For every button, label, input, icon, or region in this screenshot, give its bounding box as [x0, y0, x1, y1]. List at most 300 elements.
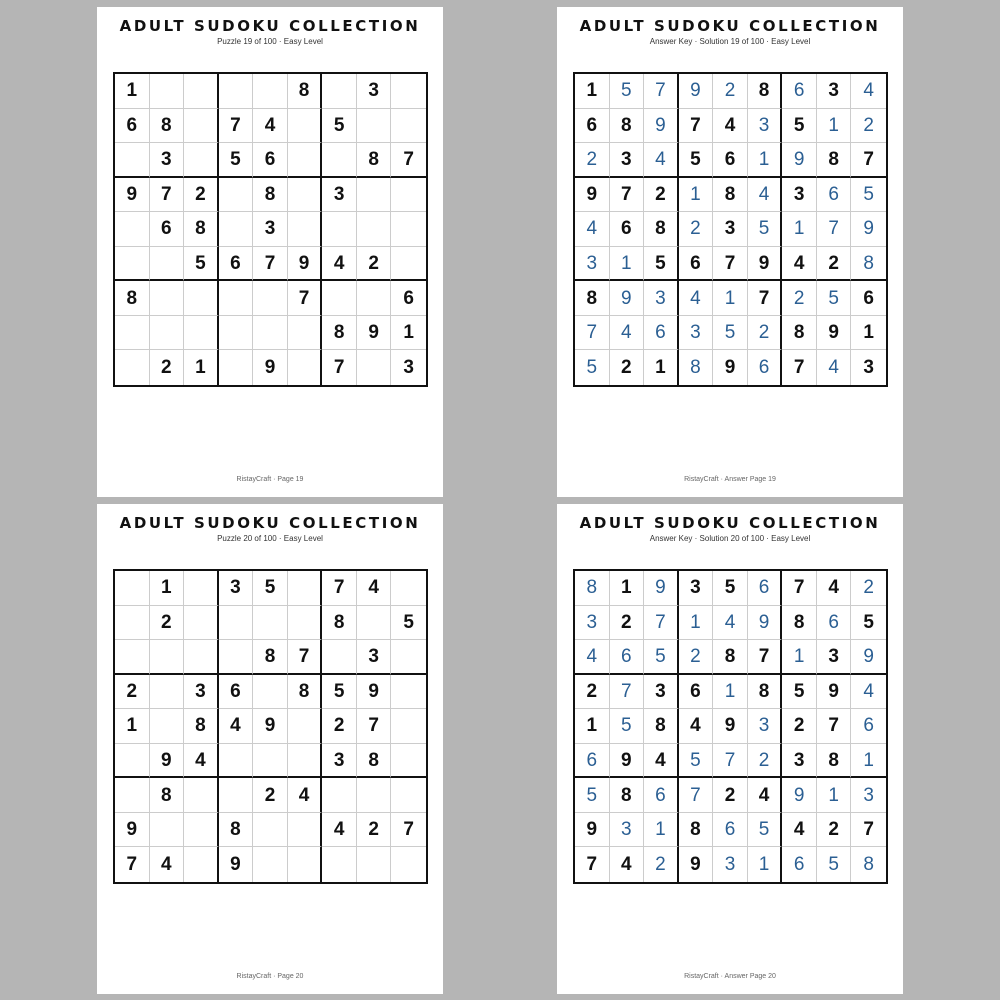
solution-digit-cell: 6 — [713, 813, 748, 848]
solution-digit-cell: 4 — [575, 640, 610, 675]
empty-cell — [391, 778, 426, 813]
empty-cell — [391, 744, 426, 779]
given-digit-cell: 6 — [713, 143, 748, 178]
page-title: ADULT SUDOKU COLLECTION — [579, 17, 881, 35]
empty-cell — [115, 316, 150, 351]
given-digit-cell: 2 — [817, 247, 852, 282]
empty-cell — [150, 281, 185, 316]
solution-digit-cell: 4 — [610, 316, 645, 351]
given-digit-cell: 6 — [575, 109, 610, 144]
empty-cell — [150, 640, 185, 675]
given-digit-cell: 8 — [713, 640, 748, 675]
given-digit-cell: 7 — [288, 281, 323, 316]
given-digit-cell: 5 — [184, 247, 219, 282]
given-digit-cell: 9 — [748, 247, 783, 282]
given-digit-cell: 3 — [817, 640, 852, 675]
solution-digit-cell: 8 — [575, 571, 610, 606]
solution-digit-cell: 2 — [679, 640, 714, 675]
solution-digit-cell: 9 — [679, 74, 714, 109]
given-digit-cell: 1 — [150, 571, 185, 606]
solution-digit-cell: 7 — [817, 212, 852, 247]
solution-digit-cell: 4 — [817, 350, 852, 385]
given-digit-cell: 9 — [150, 744, 185, 779]
solution-digit-cell: 4 — [679, 281, 714, 316]
solution-digit-cell: 6 — [644, 316, 679, 351]
given-digit-cell: 3 — [357, 74, 392, 109]
given-digit-cell: 3 — [184, 675, 219, 710]
solution-digit-cell: 5 — [575, 350, 610, 385]
empty-cell — [253, 744, 288, 779]
empty-cell — [184, 316, 219, 351]
empty-cell — [219, 316, 254, 351]
solution-digit-cell: 1 — [851, 744, 886, 779]
empty-cell — [391, 74, 426, 109]
empty-cell — [219, 212, 254, 247]
puzzle-page-20 — [97, 504, 443, 994]
given-digit-cell: 8 — [288, 74, 323, 109]
empty-cell — [391, 709, 426, 744]
empty-cell — [115, 744, 150, 779]
given-digit-cell: 1 — [851, 316, 886, 351]
given-digit-cell: 9 — [115, 178, 150, 213]
given-digit-cell: 5 — [253, 571, 288, 606]
solution-digit-cell: 3 — [644, 281, 679, 316]
given-digit-cell: 2 — [150, 606, 185, 641]
solution-digit-cell: 5 — [644, 640, 679, 675]
solution-digit-cell: 6 — [851, 709, 886, 744]
empty-cell — [288, 571, 323, 606]
given-digit-cell: 8 — [575, 281, 610, 316]
given-digit-cell: 8 — [288, 675, 323, 710]
empty-cell — [253, 675, 288, 710]
empty-cell — [391, 675, 426, 710]
solution-digit-cell: 2 — [851, 109, 886, 144]
empty-cell — [150, 709, 185, 744]
solution-digit-cell: 5 — [851, 178, 886, 213]
solution-digit-cell: 6 — [644, 778, 679, 813]
empty-cell — [115, 778, 150, 813]
given-digit-cell: 8 — [748, 675, 783, 710]
empty-cell — [391, 640, 426, 675]
empty-cell — [219, 74, 254, 109]
given-digit-cell: 9 — [219, 847, 254, 882]
empty-cell — [253, 813, 288, 848]
given-digit-cell: 5 — [713, 571, 748, 606]
given-digit-cell: 9 — [575, 813, 610, 848]
given-digit-cell: 3 — [357, 640, 392, 675]
solution-digit-cell: 9 — [610, 281, 645, 316]
empty-cell — [150, 675, 185, 710]
given-digit-cell: 7 — [851, 143, 886, 178]
given-digit-cell: 1 — [184, 350, 219, 385]
given-digit-cell: 8 — [253, 178, 288, 213]
solution-digit-cell: 2 — [713, 74, 748, 109]
given-digit-cell: 9 — [357, 675, 392, 710]
solution-digit-cell: 3 — [851, 778, 886, 813]
empty-cell — [288, 847, 323, 882]
solution-digit-cell: 6 — [748, 571, 783, 606]
empty-cell — [288, 316, 323, 351]
given-digit-cell: 1 — [575, 74, 610, 109]
empty-cell — [253, 281, 288, 316]
given-digit-cell: 4 — [357, 571, 392, 606]
solution-digit-cell: 2 — [851, 571, 886, 606]
given-digit-cell: 8 — [782, 606, 817, 641]
given-digit-cell: 9 — [575, 178, 610, 213]
empty-cell — [184, 143, 219, 178]
given-digit-cell: 3 — [863, 357, 874, 379]
empty-cell — [184, 640, 219, 675]
given-digit-cell: 4 — [184, 744, 219, 779]
given-digit-cell: 7 — [713, 247, 748, 282]
given-digit-cell: 4 — [644, 744, 679, 779]
given-digit-cell: 2 — [817, 813, 852, 848]
given-digit-cell: 8 — [150, 109, 185, 144]
given-digit-cell: 7 — [610, 178, 645, 213]
given-digit-cell: 8 — [679, 813, 714, 848]
solution-digit-cell: 1 — [679, 606, 714, 641]
solution-digit-cell: 5 — [748, 212, 783, 247]
empty-cell — [288, 606, 323, 641]
empty-cell — [322, 281, 357, 316]
given-digit-cell: 7 — [817, 709, 852, 744]
given-digit-cell: 9 — [288, 247, 323, 282]
page-title: ADULT SUDOKU COLLECTION — [579, 514, 881, 532]
given-digit-cell: 3 — [219, 571, 254, 606]
solution-digit-cell: 4 — [575, 212, 610, 247]
given-digit-cell: 8 — [322, 606, 357, 641]
given-digit-cell: 3 — [322, 178, 357, 213]
given-digit-cell: 4 — [748, 778, 783, 813]
given-digit-cell: 2 — [644, 178, 679, 213]
page-subtitle: Answer Key · Solution 20 of 100 · Easy Level — [649, 534, 811, 543]
given-digit-cell: 4 — [253, 109, 288, 144]
solution-digit-cell: 5 — [713, 316, 748, 351]
empty-cell — [288, 813, 323, 848]
solution-digit-cell: 6 — [748, 350, 783, 385]
solution-digit-cell: 6 — [817, 606, 852, 641]
empty-cell — [184, 606, 219, 641]
solution-digit-cell: 1 — [679, 178, 714, 213]
given-digit-cell: 7 — [219, 109, 254, 144]
page-subtitle: Answer Key · Solution 19 of 100 · Easy Level — [649, 37, 811, 46]
given-digit-cell: 3 — [322, 744, 357, 779]
given-digit-cell: 6 — [253, 143, 288, 178]
given-digit-cell: 8 — [357, 143, 392, 178]
given-digit-cell: 3 — [817, 74, 852, 109]
empty-cell — [357, 212, 392, 247]
given-digit-cell: 3 — [150, 143, 185, 178]
solution-digit-cell: 6 — [575, 744, 610, 779]
given-digit-cell: 8 — [713, 178, 748, 213]
given-digit-cell: 7 — [851, 813, 886, 848]
given-digit-cell: 4 — [782, 813, 817, 848]
page-subtitle: Puzzle 19 of 100 · Easy Level — [217, 37, 323, 46]
solution-digit-cell: 3 — [679, 316, 714, 351]
solution-digit-cell: 1 — [713, 675, 748, 710]
given-digit-cell: 2 — [782, 709, 817, 744]
given-digit-cell: 7 — [782, 350, 817, 385]
solution-digit-cell: 5 — [679, 744, 714, 779]
solution-digit-cell: 3 — [575, 606, 610, 641]
empty-cell — [288, 350, 323, 385]
solution-digit-cell: 3 — [748, 109, 783, 144]
solution-digit-cell: 4 — [851, 675, 886, 710]
empty-cell — [357, 350, 392, 385]
given-digit-cell: 7 — [782, 571, 817, 606]
given-digit-cell: 7 — [391, 813, 426, 848]
empty-cell — [357, 606, 392, 641]
empty-cell — [288, 709, 323, 744]
empty-cell — [253, 74, 288, 109]
given-digit-cell: 7 — [357, 709, 392, 744]
given-digit-cell: 2 — [610, 606, 645, 641]
solution-digit-cell: 2 — [748, 316, 783, 351]
empty-cell — [391, 178, 426, 213]
given-digit-cell: 4 — [817, 571, 852, 606]
solution-digit-cell: 2 — [575, 143, 610, 178]
empty-cell — [322, 143, 357, 178]
given-digit-cell: 9 — [610, 744, 645, 779]
given-digit-cell: 7 — [150, 178, 185, 213]
given-digit-cell: 7 — [748, 281, 783, 316]
given-digit-cell: 2 — [610, 350, 645, 385]
empty-cell — [184, 778, 219, 813]
page-footer: RistayCraft · Page 20 — [236, 973, 304, 980]
empty-cell — [357, 109, 392, 144]
empty-cell — [184, 571, 219, 606]
given-digit-cell: 2 — [357, 813, 392, 848]
sudoku-grid — [113, 569, 428, 884]
given-digit-cell: 5 — [679, 143, 714, 178]
empty-cell — [288, 109, 323, 144]
solution-digit-cell: 1 — [610, 247, 645, 282]
solution-digit-cell: 8 — [851, 247, 886, 282]
page-footer: RistayCraft · Answer Page 19 — [684, 476, 776, 483]
given-digit-cell: 9 — [713, 709, 748, 744]
given-digit-cell: 5 — [391, 606, 426, 641]
solution-digit-cell: 7 — [679, 778, 714, 813]
solution-digit-cell: 6 — [782, 74, 817, 109]
solution-digit-cell: 7 — [575, 316, 610, 351]
solution-digit-cell: 5 — [610, 74, 645, 109]
empty-cell — [288, 212, 323, 247]
solution-digit-cell: 8 — [679, 350, 714, 385]
solution-digit-cell: 5 — [575, 778, 610, 813]
sudoku-grid — [573, 72, 888, 387]
empty-cell — [150, 247, 185, 282]
empty-cell — [357, 847, 392, 882]
given-digit-cell: 2 — [184, 178, 219, 213]
given-digit-cell: 3 — [253, 212, 288, 247]
empty-cell — [322, 74, 357, 109]
given-digit-cell: 8 — [357, 744, 392, 779]
empty-cell — [391, 212, 426, 247]
given-digit-cell: 9 — [357, 316, 392, 351]
solution-digit-cell: 1 — [713, 281, 748, 316]
solution-digit-cell: 3 — [748, 709, 783, 744]
empty-cell — [253, 847, 288, 882]
given-digit-cell: 9 — [817, 675, 852, 710]
solution-digit-cell: 2 — [644, 847, 679, 882]
given-digit-cell: 8 — [748, 74, 783, 109]
given-digit-cell: 5 — [322, 109, 357, 144]
solution-digit-cell: 2 — [679, 212, 714, 247]
empty-cell — [115, 571, 150, 606]
given-digit-cell: 8 — [610, 109, 645, 144]
given-digit-cell: 4 — [713, 109, 748, 144]
given-digit-cell: 9 — [713, 350, 748, 385]
given-digit-cell: 2 — [575, 675, 610, 710]
empty-cell — [219, 350, 254, 385]
given-digit-cell: 5 — [644, 247, 679, 282]
given-digit-cell: 6 — [679, 675, 714, 710]
empty-cell — [253, 316, 288, 351]
empty-cell — [288, 744, 323, 779]
solution-digit-cell: 4 — [644, 143, 679, 178]
empty-cell — [322, 212, 357, 247]
solution-digit-cell: 5 — [817, 847, 852, 882]
solution-digit-cell: 4 — [748, 178, 783, 213]
solution-digit-cell: 8 — [863, 854, 874, 876]
empty-cell — [288, 178, 323, 213]
given-digit-cell: 9 — [679, 847, 714, 882]
empty-cell — [115, 143, 150, 178]
solution-digit-cell: 4 — [713, 606, 748, 641]
empty-cell — [150, 316, 185, 351]
given-digit-cell: 6 — [219, 247, 254, 282]
given-digit-cell: 3 — [403, 357, 414, 379]
empty-cell — [219, 640, 254, 675]
given-digit-cell: 2 — [115, 675, 150, 710]
empty-cell — [184, 109, 219, 144]
given-digit-cell: 7 — [322, 571, 357, 606]
given-digit-cell: 1 — [115, 74, 150, 109]
empty-cell — [184, 281, 219, 316]
given-digit-cell: 6 — [610, 212, 645, 247]
empty-cell — [219, 281, 254, 316]
given-digit-cell: 8 — [150, 778, 185, 813]
given-digit-cell: 9 — [253, 350, 288, 385]
given-digit-cell: 6 — [391, 281, 426, 316]
given-digit-cell: 1 — [115, 709, 150, 744]
empty-cell — [322, 847, 357, 882]
given-digit-cell: 7 — [575, 847, 610, 882]
empty-cell — [357, 778, 392, 813]
given-digit-cell: 2 — [150, 350, 185, 385]
empty-cell — [115, 640, 150, 675]
answer-page-20 — [557, 504, 903, 994]
empty-cell — [391, 247, 426, 282]
given-digit-cell: 5 — [782, 109, 817, 144]
solution-digit-cell: 1 — [782, 640, 817, 675]
solution-digit-cell: 6 — [782, 847, 817, 882]
solution-digit-cell: 5 — [610, 709, 645, 744]
given-digit-cell: 8 — [115, 281, 150, 316]
empty-cell — [115, 606, 150, 641]
puzzle-page-19 — [97, 7, 443, 497]
sudoku-grid — [573, 569, 888, 884]
empty-cell — [184, 813, 219, 848]
given-digit-cell: 8 — [610, 778, 645, 813]
empty-cell — [150, 74, 185, 109]
solution-digit-cell: 7 — [610, 675, 645, 710]
given-digit-cell: 2 — [357, 247, 392, 282]
given-digit-cell: 4 — [288, 778, 323, 813]
given-digit-cell: 4 — [610, 847, 645, 882]
given-digit-cell: 3 — [644, 675, 679, 710]
given-digit-cell: 7 — [322, 350, 357, 385]
empty-cell — [219, 178, 254, 213]
given-digit-cell: 4 — [679, 709, 714, 744]
solution-digit-cell: 9 — [851, 640, 886, 675]
empty-cell — [150, 813, 185, 848]
given-digit-cell: 3 — [782, 744, 817, 779]
given-digit-cell: 7 — [748, 640, 783, 675]
given-digit-cell: 1 — [575, 709, 610, 744]
given-digit-cell: 2 — [322, 709, 357, 744]
given-digit-cell: 5 — [851, 606, 886, 641]
given-digit-cell: 8 — [184, 212, 219, 247]
solution-digit-cell: 6 — [610, 640, 645, 675]
empty-cell — [219, 778, 254, 813]
solution-digit-cell: 1 — [748, 847, 783, 882]
empty-cell — [219, 606, 254, 641]
solution-digit-cell: 9 — [644, 109, 679, 144]
solution-digit-cell: 7 — [713, 744, 748, 779]
empty-cell — [115, 247, 150, 282]
given-digit-cell: 8 — [817, 744, 852, 779]
given-digit-cell: 8 — [644, 212, 679, 247]
given-digit-cell: 5 — [219, 143, 254, 178]
given-digit-cell: 4 — [782, 247, 817, 282]
page-title: ADULT SUDOKU COLLECTION — [119, 17, 421, 35]
empty-cell — [357, 178, 392, 213]
solution-digit-cell: 9 — [782, 143, 817, 178]
empty-cell — [357, 281, 392, 316]
empty-cell — [115, 212, 150, 247]
given-digit-cell: 3 — [782, 178, 817, 213]
solution-digit-cell: 6 — [817, 178, 852, 213]
empty-cell — [391, 847, 426, 882]
given-digit-cell: 7 — [115, 847, 150, 882]
given-digit-cell: 2 — [253, 778, 288, 813]
given-digit-cell: 7 — [679, 109, 714, 144]
page-subtitle: Puzzle 20 of 100 · Easy Level — [217, 534, 323, 543]
given-digit-cell: 6 — [679, 247, 714, 282]
given-digit-cell: 8 — [253, 640, 288, 675]
empty-cell — [184, 847, 219, 882]
given-digit-cell: 9 — [817, 316, 852, 351]
solution-digit-cell: 1 — [782, 212, 817, 247]
page-footer: RistayCraft · Answer Page 20 — [684, 973, 776, 980]
solution-digit-cell: 9 — [644, 571, 679, 606]
given-digit-cell: 3 — [713, 212, 748, 247]
given-digit-cell: 7 — [253, 247, 288, 282]
sudoku-grid — [113, 72, 428, 387]
solution-digit-cell: 3 — [713, 847, 748, 882]
empty-cell — [219, 744, 254, 779]
solution-digit-cell: 1 — [817, 778, 852, 813]
given-digit-cell: 3 — [679, 571, 714, 606]
given-digit-cell: 5 — [782, 675, 817, 710]
solution-digit-cell: 7 — [644, 74, 679, 109]
given-digit-cell: 1 — [644, 350, 679, 385]
given-digit-cell: 4 — [322, 247, 357, 282]
given-digit-cell: 9 — [115, 813, 150, 848]
given-digit-cell: 1 — [610, 571, 645, 606]
empty-cell — [322, 778, 357, 813]
